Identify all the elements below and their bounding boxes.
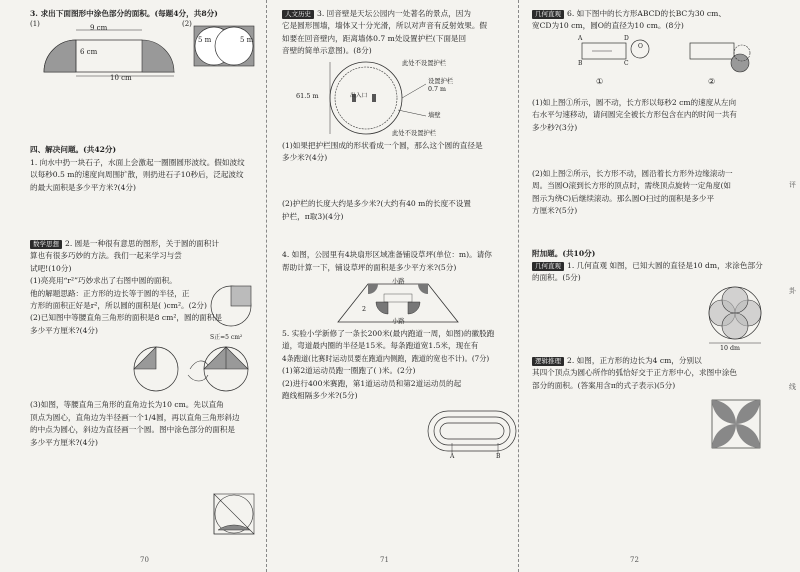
q1-line2: 以每秒0.5 m的速度向周围扩散，则扔进石子10秒后，泛起波纹 [30,170,244,180]
q2-2-line1: (2)已知图中等腰直角三角形的面积是8 cm²，圆的面积是 [30,313,222,323]
q6-fig-a: A [578,34,583,42]
e1-figure [532,285,794,355]
q5-1: (1)第2道运动员跑一圈跑了( )米。(2分) [282,366,416,376]
q3-fig2-label: (2) [182,20,192,29]
e2-tag: 逻辑推理 [532,357,564,366]
q3b-line4: 音壁的简单示意图)。(8分) [282,46,372,56]
q2-2-figure [30,337,256,399]
q6-line1: 6. 如下图中的长方形ABCD的长BC为30 cm、 [567,9,726,18]
q1-line3: 的最大面积是多少平方米?(4分) [30,182,136,192]
q2-sq-area: S正=5 cm² [210,334,243,341]
side-text-3: 线 [789,383,796,391]
q2-tag: 数学思想 [30,240,62,249]
side-text-2: 卦 [789,287,796,295]
page-number-72: 72 [630,556,639,564]
q6-fig-c: C [624,59,629,67]
q3-fig2-left: 5 m [198,36,212,45]
q2-3-line2: 顶点为圆心，直角边为半径画一个1/4圆，再以直角三角形斜边 [30,412,240,422]
q3b-figure [282,58,514,140]
q2-1-line1: (1)亮亮用“r²”巧妙求出了右图中圆的面积。 [30,276,177,286]
q3b-fig-07: 0.7 m [428,85,446,93]
section4-title: 四、解决问题。(共42分) [30,145,117,155]
extra-title: 附加题。(共10分) [532,248,596,258]
page-number-71: 71 [380,556,389,564]
q2-2-line2: 多少平方厘米?(4分) [30,325,98,335]
q6-fig-o: O [638,42,643,50]
e1-fig-dim: 10 dm [720,344,741,352]
page-number-70: 70 [140,556,149,564]
q5-fig-b: B [496,452,501,460]
q3b-fig-entry: 出入口 [350,92,368,99]
e1-line1: 1. 几何直观 如图，已知大圆的直径是10 dm，求涂色部分 [567,261,763,271]
q4-line2: 帮助计算一下，铺设草坪的面积是多少平方米?(5分) [282,262,457,272]
q3-fig2-right: 5 m [240,36,254,45]
q2-line2: 算也有很多巧妙的方法。我们一起来学习与尝 [30,251,182,261]
q6-figure [532,33,794,97]
q5-2-line2: 跑线相隔多少米?(5分) [282,391,358,401]
q6-2-line2: 周。当圆O滚到长方形的顶点时，需绕顶点旋转一定角度(如 [532,181,732,191]
q3-fig1-trapezoid [34,24,184,82]
page-right [520,0,800,572]
q6-1-line2: 右水平匀速移动，请问圆完全被长方形包含在内的时间一共有 [532,110,738,120]
q3-fig1-bottom: 10 cm [110,74,132,83]
q3b-fig-bottom: 此处不设置护栏 [392,129,437,137]
q4-fig-n: 2 [362,306,367,314]
q2-line1: 2. 圆是一种很有意思的图形，关于圆的面积计 [65,239,219,249]
q2-3-line3: 的中点为圆心，斜边为直径画一个圆。图中涂色部分的面积是 [30,425,236,435]
e2-figure [532,392,794,452]
q6-1-line1: (1)如上图①所示，圆不动，长方形以每秒2 cm的速度从左向 [532,97,737,107]
q3b-tag: 人文历史 [282,10,314,19]
e2-line2: 其四个顶点为圆心所作的弧恰好交于正方形中心，求图中涂色 [532,368,738,378]
e1-tag: 几何直观 [532,262,564,271]
q2-3-figure [210,490,258,538]
q2-3-line1: (3)如图，等腰直角三角形的直角边长为10 cm。先以直角 [30,400,224,410]
q5-fig-a: A [450,452,455,460]
q5-line3: 4条跑道(比赛时运动员要在跑道内侧跑，跑道的宽也不计)。(7分) [282,353,490,363]
q3-title: 3. 求出下面图形中涂色部分的面积。(每题4分，共8分) [30,9,218,18]
q3b-1-line1: (1)如果把护栏围成的形状看成一个圆，那么这个圆的直径是 [282,140,483,150]
divider-right [518,0,519,572]
q3-fig2-circles [190,24,260,68]
q3b-line2: 它是圆形围墙，墙体又十分光滑，所以对声音有反射效果。假 [282,21,488,31]
q2-line3: 试吧!(10分) [30,263,72,273]
q5-line2: 道，弯道最内圈的半径是15米。每条跑道宽1.5米，现在有 [282,341,479,351]
q3b-fig-diam: 61.5 m [296,91,319,100]
e1-line2: 的面积。(5分) [532,273,581,283]
q3b-2-line1: (2)护栏的长度大约是多少米?(大约有40 m的长度不设置 [282,199,471,209]
q2-1-line2: 他的解题思路：正方形的边长等于圆的半径，正 [30,288,190,298]
q1-line1: 1. 向水中扔一块石子，水面上会激起一圈圈圆形波纹。假如波纹 [30,157,245,167]
side-text-1: 评 [789,181,796,189]
q3b-fig-wall: 墙壁 [428,111,441,119]
q4-figure [282,274,514,328]
q3b-fig-top: 此处不设置护栏 [402,59,447,67]
q3b-line3: 如要在回音壁内，距离墙体0.7 m处设置护栏(下面是回 [282,33,467,43]
q3-fig1-top: 9 cm [90,24,108,33]
q6-fig-label2: ② [708,76,716,86]
q6-2-line1: (2)如上图②所示，长方形不动，圆沿着长方形外边缘滚动一 [532,169,733,179]
q4-fig-top: 小路 [392,278,405,286]
q6-fig-b: B [578,59,583,67]
e2-line3: 部分的面积。(答案用含π的式子表示)(5分) [532,380,676,390]
q3b-fig-rail: 设置护栏 [428,77,454,85]
q6-2-line4: 方厘米?(5分) [532,206,578,216]
q3b-line1: 3. 回音壁是天坛公园内一处著名的景点，因为 [317,9,471,18]
q3-figures [30,20,256,82]
q6-fig-d: D [624,34,629,42]
q2-1-line3: 方形的面积正好是r²，所以圆的面积是( )cm²。(2分) [30,301,207,311]
q3-fig1-side: 6 cm [80,48,98,57]
q6-line2: 宽CD为10 cm，圆O的直径为10 cm。(8分) [532,21,684,31]
q6-2-line3: 图示为绕C)后继续滚动。那么圆O扫过的面积是多少平 [532,193,715,203]
q3-fig1-label: (1) [30,20,40,29]
q4-fig-bottom: 小路 [392,318,405,326]
divider-left [266,0,267,572]
q3b-2-line2: 护栏，π取3)(4分) [282,211,344,221]
page-middle [268,0,518,572]
q5-2-line1: (2)进行400米赛跑，第1道运动员和第2道运动员的起 [282,378,462,388]
q3b-1-line2: 多少米?(4分) [282,153,328,163]
q2-3-line4: 多少平方厘米?(4分) [30,437,98,447]
q5-line1: 5. 实验小学新修了一条长200米(最内跑道一周，如图)的徽股跑 [282,329,495,339]
e2-line1: 2. 如图，正方形的边长为4 cm，分别以 [567,355,702,365]
q6-fig-label1: ① [596,76,604,86]
q4-line1: 4. 如图，公园里有4块扇形区域准备铺设草坪(单位：m)。请你 [282,250,492,260]
q6-1-line3: 多少秒?(3分) [532,122,578,132]
q5-figure [282,403,514,459]
q6-tag: 几何直观 [532,10,564,19]
